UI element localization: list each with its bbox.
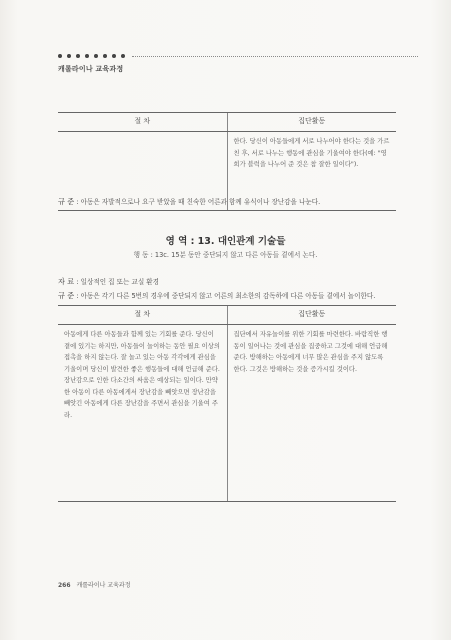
table2-group-activity-cell: 집단에서 자유놀이를 위한 기회를 마련한다. 바람직한 행동이 일어나는 것에 관심을 집중하고 그것에 대해 언급해 준다. 방해하는 아동에게 너무 많은 관심을 주지 않도록 한다. 그것은 방해하는 것을 증가시킬 것이다.: [227, 325, 396, 502]
criterion-label: 규 준: [58, 291, 75, 300]
footer-title: 캐롤라이나 교육과정: [76, 582, 131, 589]
page-number: 266: [58, 582, 71, 589]
header-dotted-rule: [58, 50, 418, 62]
criterion-label: 규 준: [58, 197, 75, 206]
table1-header-group-activity: 집단활동: [227, 113, 396, 132]
criterion-text: : 아동은 각기 다른 5번의 경우에 중단되지 않고 어른의 최소한의 감독하에 다른 아동들 곁에서 놀이한다.: [76, 292, 376, 300]
table2-procedure-cell: 아동에게 다른 아동들과 함께 있는 기회를 준다. 당신이 곁에 있기는 하지만, 아동들이 놀이하는 동안 필요 이상의 접촉을 하지 않는다. 잘 놀고 있는 아동 각각에게 관심을 기울이며 당신이 발견한 좋은 행동들에 대해 언급해 준다. 장난감으로 인한 다소간의 싸움은 예상되는 일이다. 만약 한 아동이 다른 아동에게서 장난감을 빼앗으면 장난감을 빼앗긴 아동에게 다른 장난감을 주면서 관심을 기울여 주라.: [58, 325, 227, 502]
table-row: [58, 325, 396, 502]
running-header: 캐롤라이나 교육과정: [58, 65, 124, 73]
materials-text: : 일상적인 집 또는 교실 환경: [76, 278, 160, 286]
criterion-text: : 아동은 자발적으로나 요구 받았을 때 친숙한 어른과 함께 유식이나 장난감을 나눈다.: [76, 198, 321, 206]
materials-label: 자 료: [58, 277, 75, 286]
table2-header-group-activity: 집단활동: [227, 306, 396, 325]
behavior-subtitle: 행 동 : 13c. 15분 동안 중단되지 않고 다른 아동들 곁에서 논다.: [133, 251, 318, 259]
criterion-line-2: [58, 290, 375, 301]
table2-header-procedure: 절 차: [58, 306, 227, 325]
page-footer: [58, 580, 131, 589]
section-title: 영 역 : 13. 대인관계 기술들: [165, 236, 286, 247]
procedure-table-2: [58, 305, 396, 502]
criterion-line-1: [58, 196, 320, 207]
materials-line: [58, 276, 159, 287]
table1-header-procedure: 절 차: [58, 113, 227, 132]
table1-group-activity-cell: 한다. 당신이 아동들에게 서로 나누어야 한다는 것을 가르친 후, 서로 나누는 행동에 관심을 기울여야 한다(예: "영희가 블럭을 나누어 준 것은 참 잘한 일이다").: [227, 132, 396, 211]
